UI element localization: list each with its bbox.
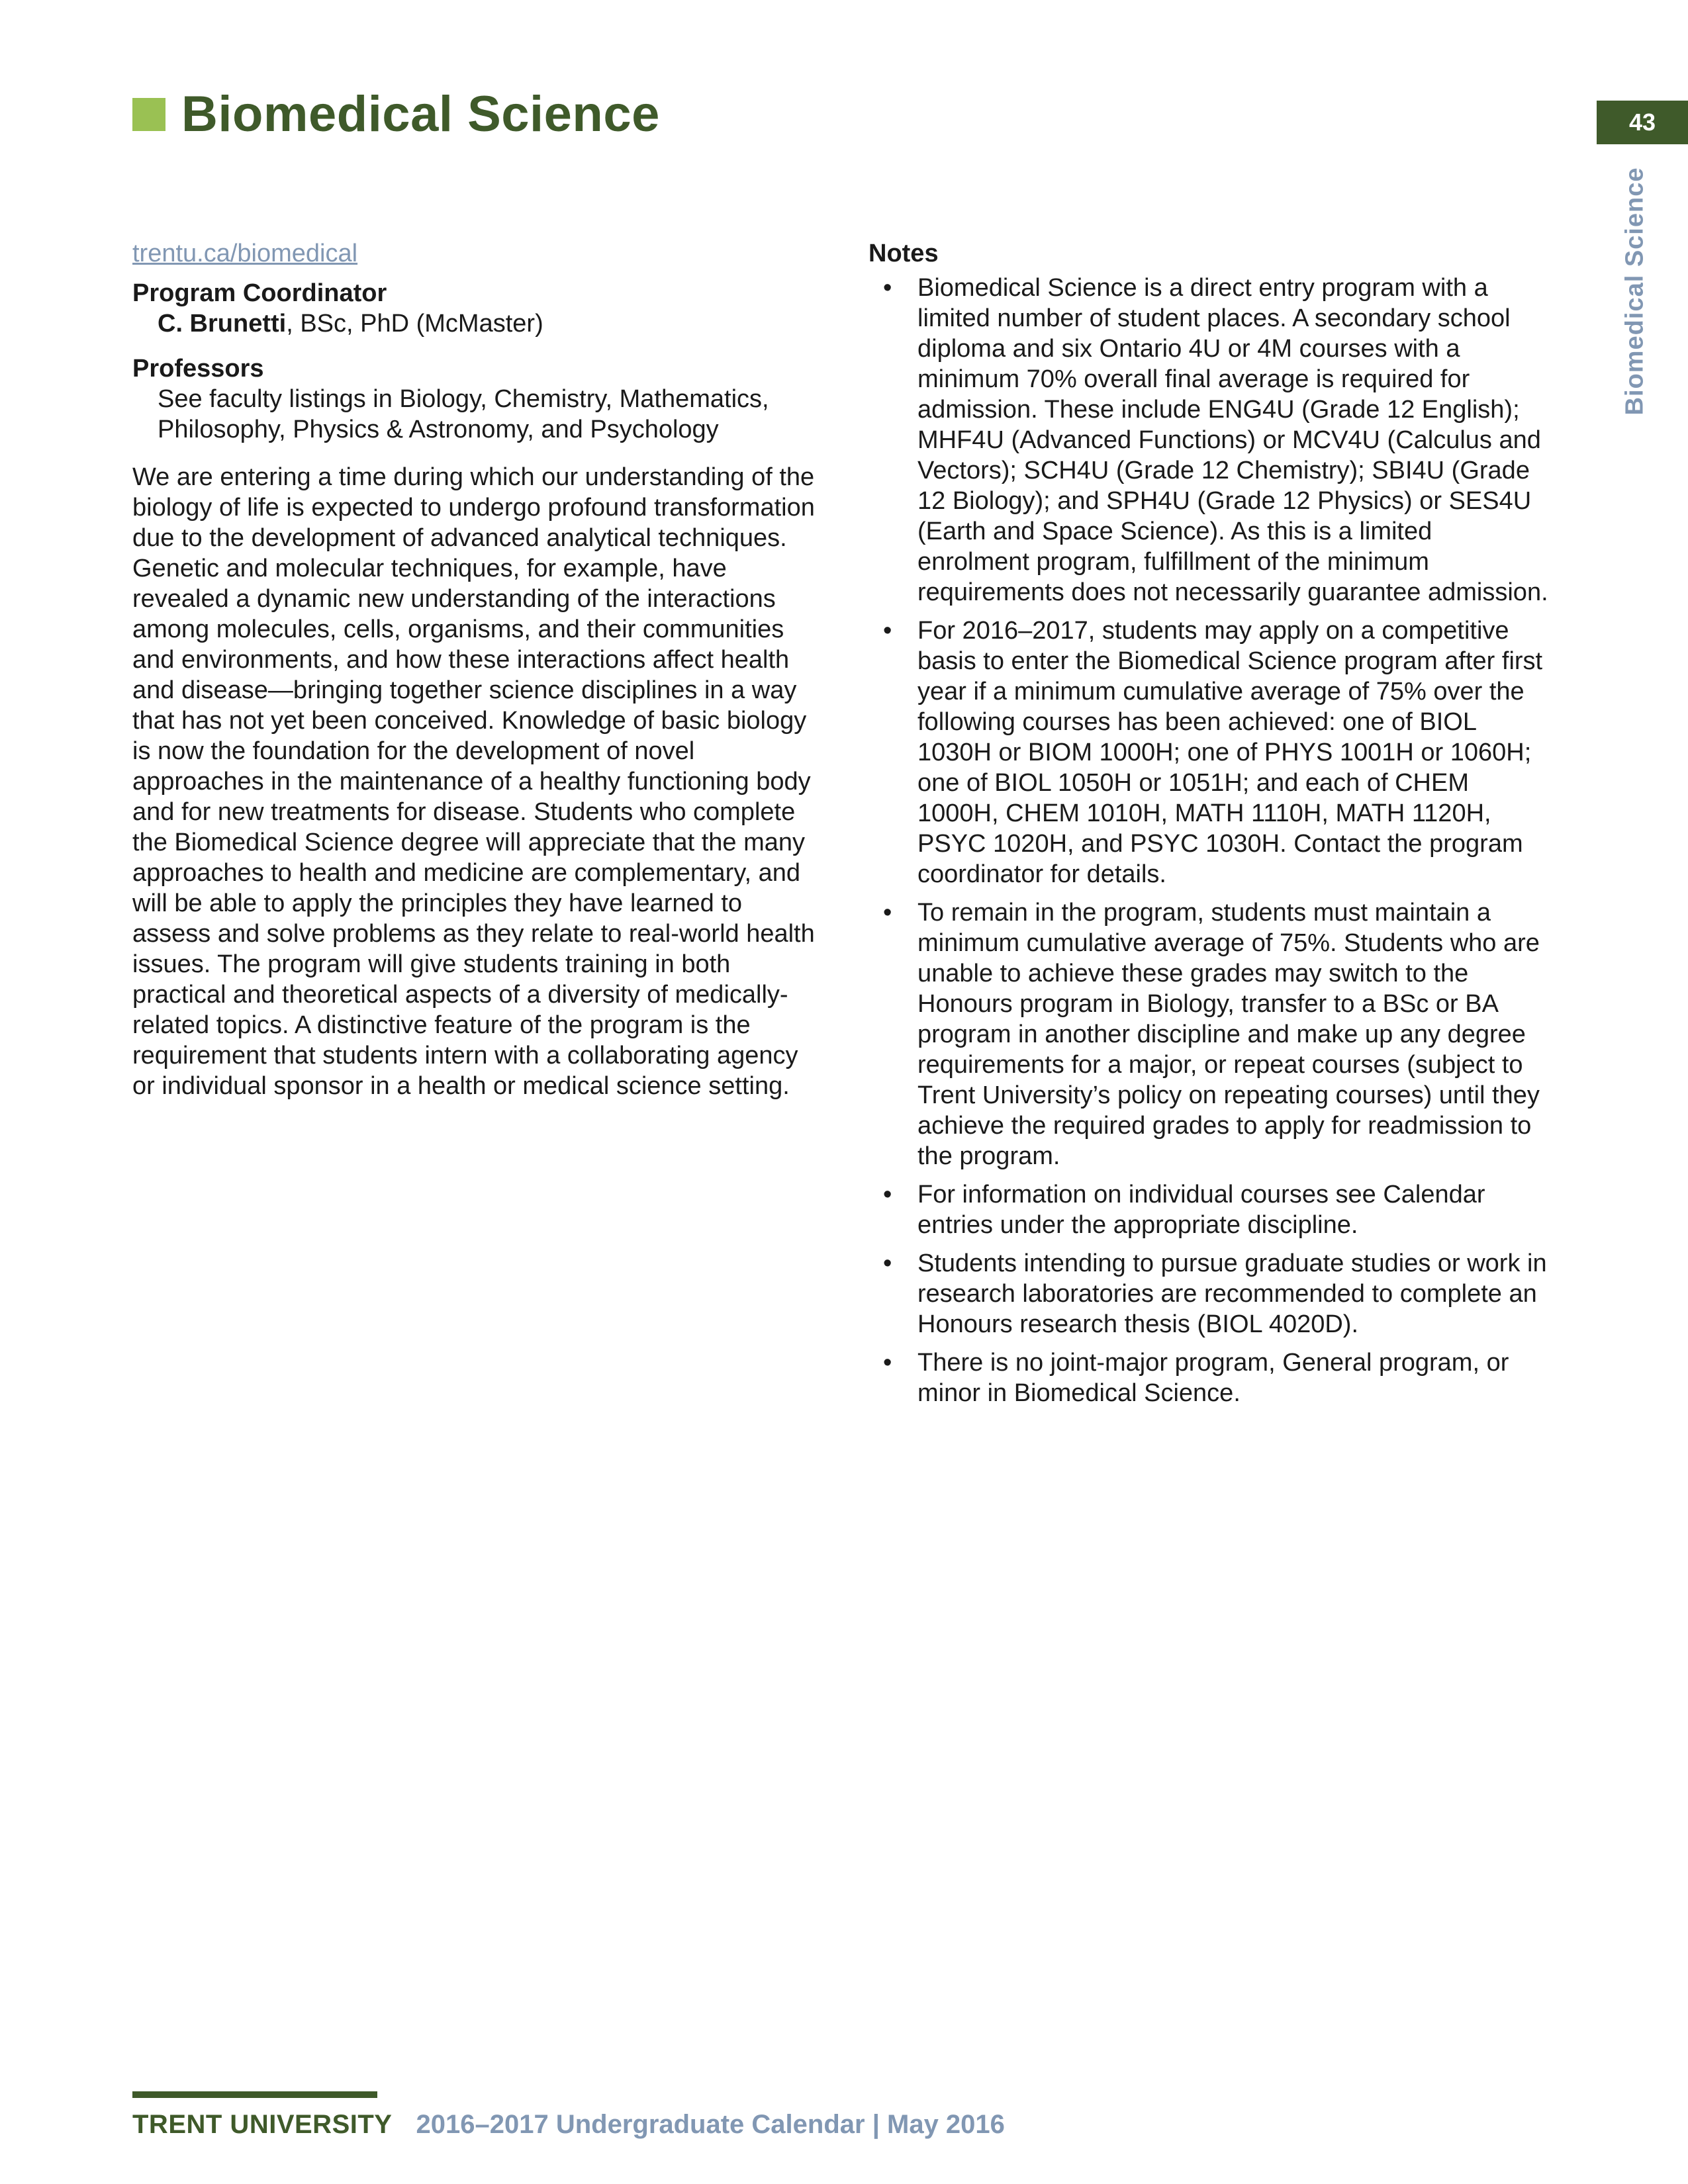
note-text: For 2016–2017, students may apply on a competitive basis to enter the Biomedical Science program after first year if a minimum cumulative average of 75% over the following courses has been achieved: one of BIOL 1030H or BIOM 1000H; one of PHYS 1001H or 1060H; one of BIOL 1050H or 1051H; and each of CHEM 1000H, CHEM 1010H, MATH 1110H, MATH 1120H, PSYC 1020H, and PSYC 1030H. Contact the program coordinator for details. xyxy=(917,617,1543,888)
left-column xyxy=(132,238,821,1101)
side-section-label: Biomedical Science xyxy=(1620,167,1649,416)
bullet-icon: • xyxy=(883,274,892,302)
note-item xyxy=(868,897,1550,1171)
note-item xyxy=(868,1248,1550,1340)
bullet-icon: • xyxy=(883,899,892,927)
program-intro-paragraph: We are entering a time during which our understanding of the biology of life is expected to undergo profound transformation due to the development of advanced analytical techniques. Genetic and molecular techniques, for example, have revealed a dynamic new understanding of the interactions among molecules, cells, organisms, and their communities and environments, and how these interactions affect health and disease—bringing together science disciplines in a way that has not yet been conceived. Knowledge of basic biology is now the foundation for the development of novel approaches in the maintenance of a healthy functioning body and for new treatments for disease. Students who complete the Biomedical Science degree will appreciate that the many approaches to health and medicine are complementary, and will be able to apply the principles they have learned to assess and solve problems as they relate to real-world health issues. The program will give students training in both practical and theoretical aspects of a diversity of medically-related topics. A distinctive feature of the program is the requirement that students intern with a collaborating agency or individual sponsor in a health or medical science setting. xyxy=(132,463,815,1100)
bullet-icon: • xyxy=(883,1250,892,1277)
bullet-icon: • xyxy=(883,1349,892,1377)
note-item xyxy=(868,273,1550,608)
page-title: Biomedical Science xyxy=(181,86,660,142)
professors-heading: Professors xyxy=(132,355,264,383)
footer-university: TRENT UNIVERSITY xyxy=(132,2110,393,2139)
page-footer xyxy=(132,2110,1005,2140)
title-square-marker xyxy=(132,98,165,131)
page-header xyxy=(132,86,660,142)
note-text: Biomedical Science is a direct entry program with a limited number of student places. A secondary school diploma and six Ontario 4U or 4M courses with a minimum 70% overall final average is required for admission. These include ENG4U (Grade 12 English); MHF4U (Advanced Functions) or MCV4U (Calculus and Vectors); SCH4U (Grade 12 Chemistry); SBI4U (Grade 12 Biology); and SPH4U (Grade 12 Physics) or SES4U (Earth and Space Science). As this is a limited enrolment program, fulfillment of the minimum requirements does not necessarily guarantee admission. xyxy=(917,274,1548,606)
note-text: Students intending to pursue graduate studies or work in research laboratories are recommended to complete an Honours research thesis (BIOL 4020D). xyxy=(917,1250,1547,1338)
bullet-icon: • xyxy=(883,617,892,645)
note-item xyxy=(868,1347,1550,1408)
notes-list xyxy=(868,273,1550,1408)
note-item xyxy=(868,1179,1550,1240)
professors-text: See faculty listings in Biology, Chemistry, Mathematics, Philosophy, Physics & Astronomy, and Psychology xyxy=(158,385,769,443)
notes-heading: Notes xyxy=(868,240,939,267)
bullet-icon: • xyxy=(883,1181,892,1208)
footer-rule xyxy=(132,2091,377,2098)
page-number-badge: 43 xyxy=(1597,101,1688,144)
coordinator-name: C. Brunetti xyxy=(158,310,287,338)
note-item xyxy=(868,615,1550,889)
note-text: To remain in the program, students must maintain a minimum cumulative average of 75%. Students who are unable to achieve these grades may switch to the Honours program in Biology, transfer to a BSc or BA program in another discipline and make up any degree requirements for a major, or repeat courses (subject to Trent University’s policy on repeating courses) until they achieve the required grades to apply for readmission to the program. xyxy=(917,899,1540,1170)
note-text: For information on individual courses see Calendar entries under the appropriate discipline. xyxy=(917,1181,1485,1239)
coordinator-heading: Program Coordinator xyxy=(132,279,387,307)
note-text: There is no joint-major program, General program, or minor in Biomedical Science. xyxy=(917,1349,1509,1407)
footer-calendar: 2016–2017 Undergraduate Calendar | May 2016 xyxy=(416,2110,1005,2139)
program-web-link[interactable]: trentu.ca/biomedical xyxy=(132,240,358,267)
notes-column xyxy=(868,238,1550,1416)
coordinator-credentials: , BSc, PhD (McMaster) xyxy=(286,310,543,338)
coordinator-entry xyxy=(132,308,821,339)
